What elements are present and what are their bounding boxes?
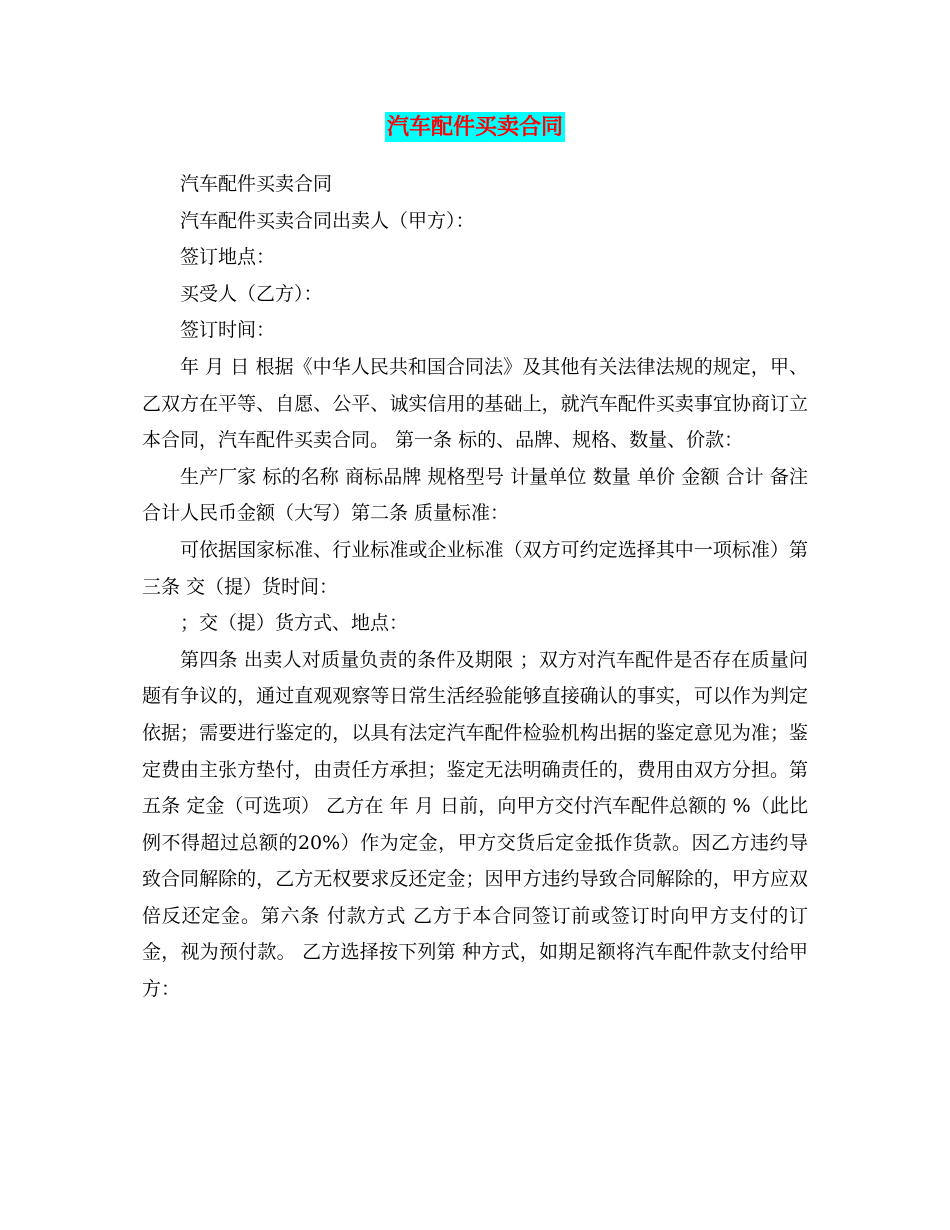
document-title: 汽车配件买卖合同 (386, 114, 563, 140)
paragraph-delivery-method: ；交（提）货方式、地点： (180, 612, 409, 635)
paragraph-quality-standard: 可依据国家标准、行业标准或企业标准（双方可约定选择其中一项标准）第三条 交（提）货时间： (142, 538, 808, 598)
paragraph-terms: 第四条 出卖人对质量负责的条件及期限 ；双方对汽车配件是否存在质量问题有争议的，通过直观观察等日常生活经验能够直接确认的事实，可以作为判定依据；需要进行鉴定的，以具有法定汽车配件检验机构出据的鉴定意见为准；鉴定费由主张方垫付，由责任方承担；鉴定无法明确责任的，费用由双方分担。第五条 定金（可选项） 乙方在 年 月 日前，向甲方交付汽车配件总额的 %（此比例不得超过总额的20%）作为定金，甲方交货后定金抵作货款。因乙方违约导致合同解除的，乙方无权要求反还定金；因甲方违约导致合同解除的，甲方应双倍反还定金。第六条 付款方式 乙方于本合同签订前或签订时向甲方支付的订金，视为预付款。 乙方选择按下列第 种方式，如期足额将汽车配件款支付给甲方： (142, 648, 808, 1001)
title-container (0, 112, 950, 142)
paragraph-seller: 汽车配件买卖合同出卖人（甲方）： (180, 209, 475, 232)
paragraph-item-columns: 生产厂家 标的名称 商标品牌 规格型号 计量单位 数量 单价 金额 合计 备注合计人民币金额（大写）第二条 质量标准： (142, 465, 808, 525)
paragraph-buyer: 买受人（乙方）： (180, 282, 323, 305)
paragraph-heading: 汽车配件买卖合同 (180, 173, 333, 195)
paragraph-preamble: 年 月 日 根据《中华人民共和国合同法》及其他有关法律法规的规定，甲、乙双方在平等、自愿、公平、诚实信用的基础上，就汽车配件买卖事宜协商订立本合同，汽车配件买卖合同。 第一条 标的、品牌、规格、数量、价款： (142, 355, 808, 452)
paragraph-signing-place: 签订地点： (180, 246, 276, 269)
paragraph-signing-time: 签订时间： (180, 319, 276, 342)
document-body (142, 166, 808, 1008)
